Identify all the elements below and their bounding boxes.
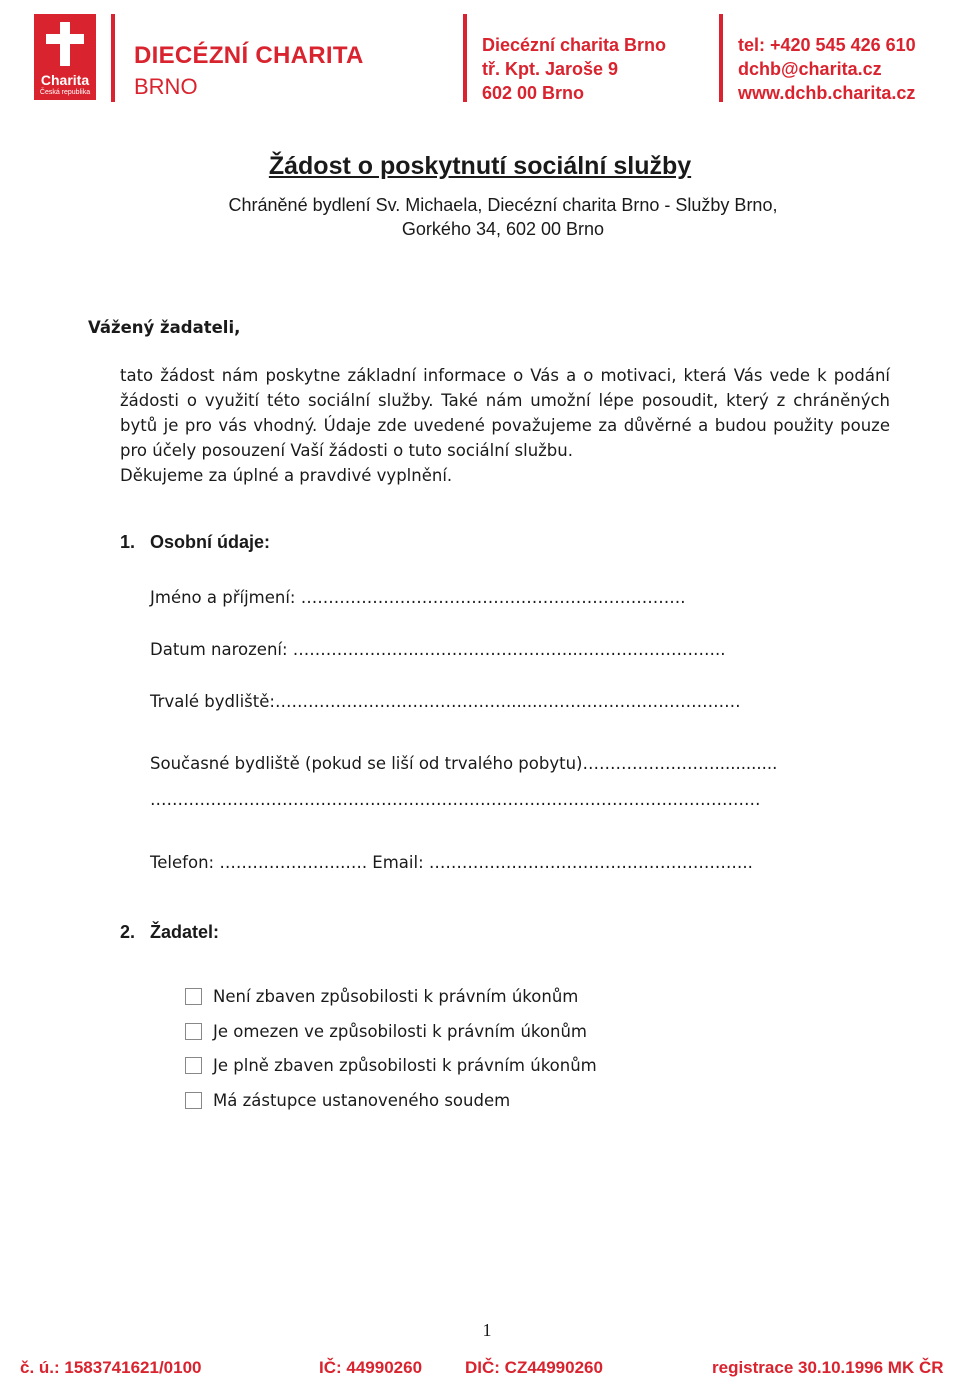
intro-text	[120, 363, 890, 488]
address-line: Diecézní charita Brno	[482, 35, 667, 55]
contact-email[interactable]: dchb@charita.cz	[738, 59, 882, 79]
applicant-option[interactable]	[185, 1052, 597, 1078]
applicant-option[interactable]	[185, 983, 578, 1009]
option-label: Je omezen ve způsobilosti k právním úkonům	[213, 1021, 587, 1041]
thanks-paragraph: Děkujeme za úplné a pravdivé vyplnění.	[120, 466, 453, 485]
option-label: Má zástupce ustanoveného soudem	[213, 1090, 511, 1110]
current-residence-line-2[interactable]: …………………………………………………………………………………………………	[150, 790, 761, 809]
name-field[interactable]: Jméno a příjmení: …………………………………………………………….	[150, 588, 686, 607]
dob-field[interactable]: Datum narození: …………………..………………………...……………………..	[150, 640, 726, 659]
document-title: Žádost o poskytnutí sociální služby	[268, 152, 692, 180]
subtitle-line-2: Gorkého 34, 602 00 Brno	[401, 219, 605, 239]
section-2-title: Žadatel:	[150, 922, 220, 942]
applicant-option[interactable]	[185, 1087, 510, 1113]
address-line: tř. Kpt. Jaroše 9	[482, 59, 619, 79]
footer-dic: DIČ: CZ44990260	[465, 1358, 603, 1377]
applicant-option[interactable]	[185, 1018, 587, 1044]
checkbox[interactable]	[185, 1023, 202, 1040]
org-contact	[738, 33, 916, 105]
header-divider-2	[463, 14, 467, 102]
residence-field[interactable]: Trvalé bydliště:…………………………………….......………………………………	[150, 692, 741, 711]
charita-logo	[34, 14, 96, 100]
org-address	[482, 33, 666, 105]
logo-label: Charita	[40, 72, 90, 88]
header-divider-1	[111, 14, 115, 102]
subtitle-line-1: Chráněné bydlení Sv. Michaela, Diecézní charita Brno - Služby Brno,	[228, 195, 778, 215]
logo-sublabel: Česká republika	[39, 89, 91, 96]
page-number: 1	[482, 1320, 492, 1340]
footer-account: č. ú.: 1583741621/0100	[20, 1358, 202, 1377]
option-label: Je plně zbaven způsobilosti k právním úkonům	[213, 1055, 597, 1075]
current-residence-field[interactable]: Současné bydliště (pokud se liší od trvalého pobytu)……………………............	[150, 754, 778, 773]
contact-phone: tel: +420 545 426 610	[738, 35, 916, 55]
checkbox[interactable]	[185, 1092, 202, 1109]
document-subtitle	[0, 193, 960, 241]
option-label: Není zbaven způsobilosti k právním úkonům	[213, 986, 579, 1006]
footer-ico: IČ: 44990260	[319, 1358, 423, 1377]
section-1-number: 1.	[120, 532, 136, 552]
org-city: BRNO	[134, 74, 198, 99]
contact-web[interactable]: www.dchb.charita.cz	[738, 83, 916, 103]
section-1-title: Osobní údaje:	[150, 532, 271, 552]
phone-email-field[interactable]: Telefon: …………………..…. Email: …………………………………………………..	[150, 853, 753, 872]
header-divider-3	[719, 14, 723, 102]
address-line: 602 00 Brno	[482, 83, 585, 103]
checkbox[interactable]	[185, 988, 202, 1005]
intro-paragraph: tato žádost nám poskytne základní informace o Vás a o motivaci, která Vás vede k podání žádosti o využití této sociální služby. Také nám umožní lépe posoudit, který z chráněných bytů je pro vás vhodný. Údaje zde uvedené považujeme za důvěrné a budou použity pouze pro účely posouzení Vaší žádosti o tuto sociální službu.	[120, 366, 890, 460]
footer-registration: registrace 30.10.1996 MK ČR	[712, 1358, 944, 1377]
checkbox[interactable]	[185, 1057, 202, 1074]
org-name: DIECÉZNÍ CHARITA	[134, 42, 364, 69]
greeting: Vážený žadateli,	[88, 318, 241, 337]
section-2-number: 2.	[120, 922, 136, 942]
